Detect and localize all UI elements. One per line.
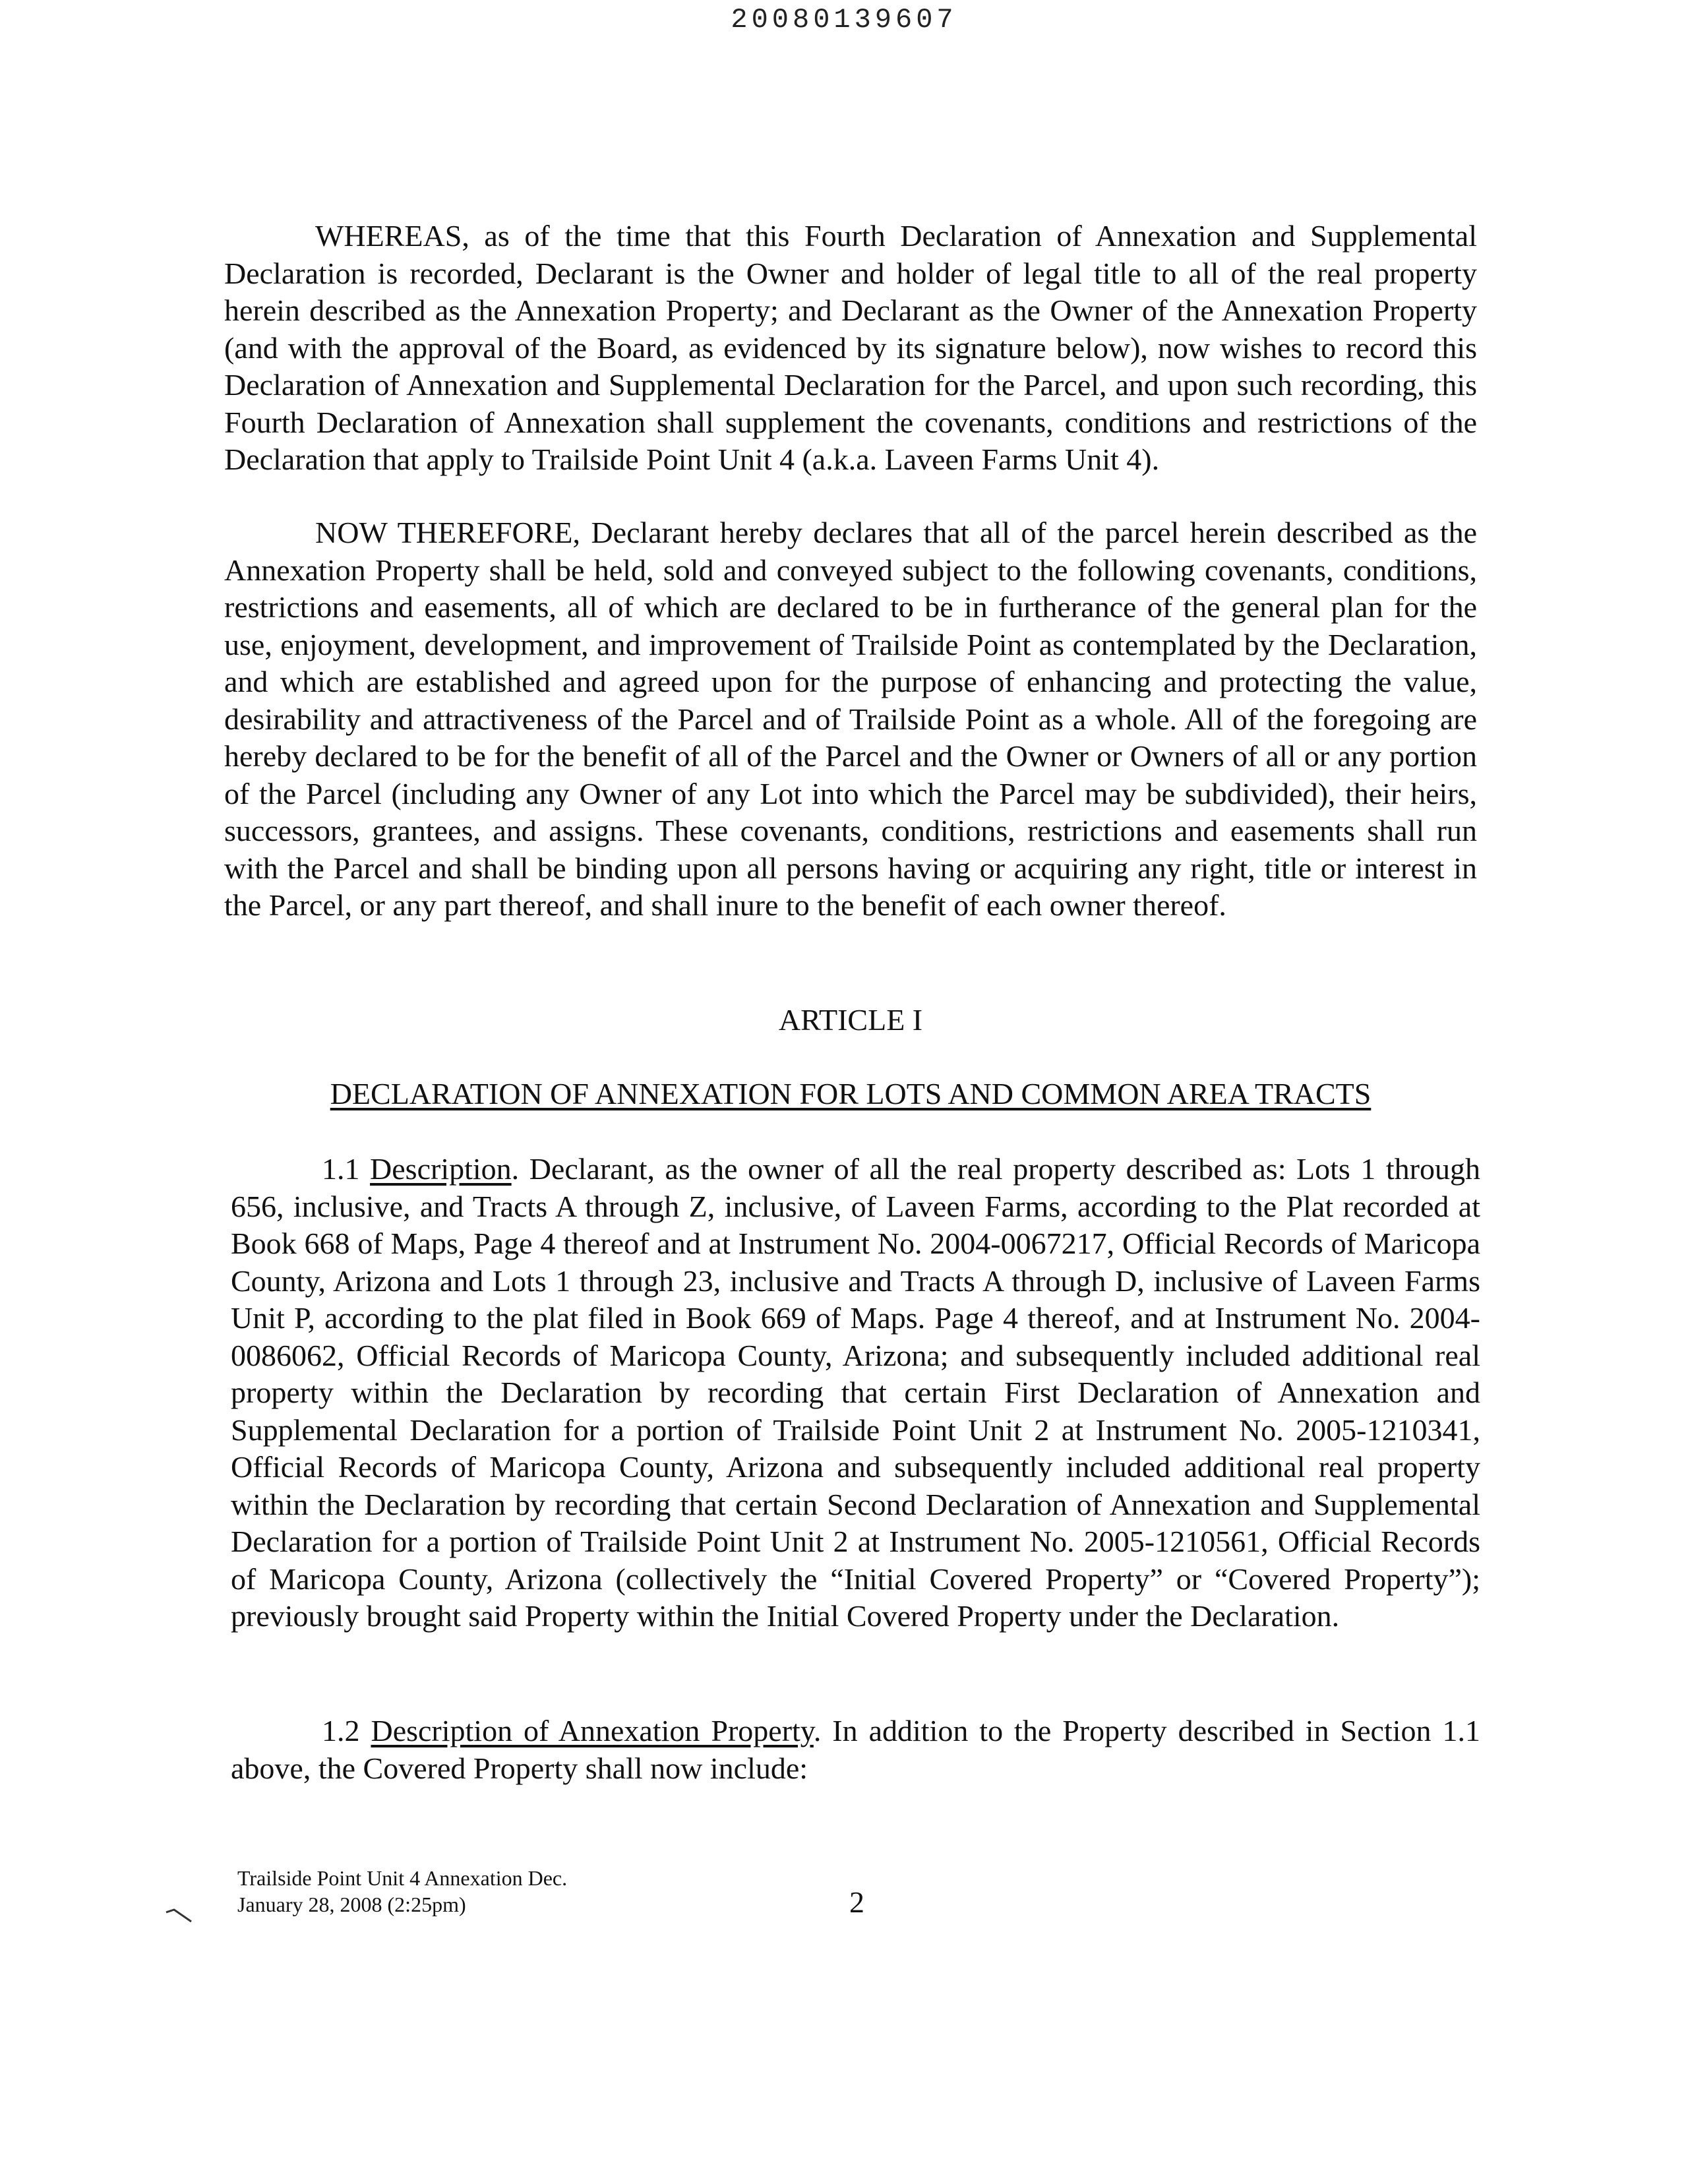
section-1-1-title: Description [370,1152,512,1186]
page-number: 2 [849,1885,864,1919]
whereas-paragraph: WHEREAS, as of the time that this Fourth Declaration of Annexation and Supplemental Declaration is recorded, Declarant is the Owner and holder of legal title to all of the real property herein described as the Annexation Property; and Declarant as the Owner of the Annexation Property (and with the approval of the Board, as evidenced by its signature below), now wishes to record this Declaration of Annexation and Supplemental Declaration for the Parcel, and upon such recording, this Fourth Declaration of Annexation shall supplement the covenants, conditions and restrictions of the Declaration that apply to Trailside Point Unit 4 (a.k.a. Laveen Farms Unit 4). [224,219,1477,476]
now-therefore-paragraph: NOW THEREFORE, Declarant hereby declares that all of the parcel herein described as the Annexation Property shall be held, sold and conveyed subject to the following covenants, conditions, restrictions and easements, all of which are declared to be in furtherance of the general plan for the use, enjoyment, development, and improvement of Trailside Point as contemplated by the Declaration, and which are established and agreed upon for the purpose of enhancing and protecting the value, desirability and attractiveness of the Parcel and of Trailside Point as a whole. All of the foregoing are hereby declared to be for the benefit of all of the Parcel and the Owner or Owners of all or any portion of the Parcel (including any Owner of any Lot into which the Parcel may be subdivided), their heirs, successors, grantees, and assigns. These covenants, conditions, restrictions and easements shall run with the Parcel and shall be binding upon all persons having or acquiring any right, title or interest in the Parcel, or any part thereof, and shall inure to the benefit of each owner thereof. [224,516,1477,922]
section-1-1-paragraph [231,1151,1480,1635]
section-1-1-text: . Declarant, as the owner of all the real property described as: Lots 1 through 656, inclusive, and Tracts A through Z, inclusive, of Laveen Farms, according to the Plat recorded at Book 668 of Maps, Page 4 thereof and at Instrument No. 2004-0067217, Official Records of Maricopa County, Arizona and Lots 1 through 23, inclusive and Tracts A through D, inclusive of Laveen Farms Unit P, according to the plat filed in Book 669 of Maps. Page 4 thereof, and at Instrument No. 2004-0086062, Official Records of Maricopa County, Arizona; and subsequently included additional real property within the Declaration by recording that certain First Declaration of Annexation and Supplemental Declaration for a portion of Trailside Point Unit 2 at Instrument No. 2005-1210341, Official Records of Maricopa County, Arizona and subsequently included additional real property within the Declaration by recording that certain Second Declaration of Annexation and Supplemental Declaration for a portion of Trailside Point Unit 2 at Instrument No. 2005-1210561, Official Records of Maricopa County, Arizona (collectively the “Initial Covered Property” or “Covered Property”); previously brought said Property within the Initial Covered Property under the Declaration. [231,1152,1480,1633]
article-title: ARTICLE I [778,1003,923,1037]
footer-line-2: January 28, 2008 (2:25pm) [237,1893,466,1916]
article-heading [224,1076,1477,1111]
corner-mark-icon [165,1906,204,1926]
document-number: 20080139607 [731,4,957,36]
article-heading-text: DECLARATION OF ANNEXATION FOR LOTS AND COMMON AREA TRACTS [330,1077,1372,1110]
footer-document-info [237,1865,567,1918]
section-1-2-text: . In addition to the Property described in Section 1.1 above, the Covered Property shall now include: [231,1714,1480,1785]
section-1-2-paragraph [231,1713,1480,1787]
section-1-2-number: 1.2 [322,1714,360,1747]
footer-line-1: Trailside Point Unit 4 Annexation Dec. [237,1866,568,1890]
section-1-1-number: 1.1 [322,1152,360,1186]
section-1-2-title: Description of Annexation Property [371,1714,814,1747]
